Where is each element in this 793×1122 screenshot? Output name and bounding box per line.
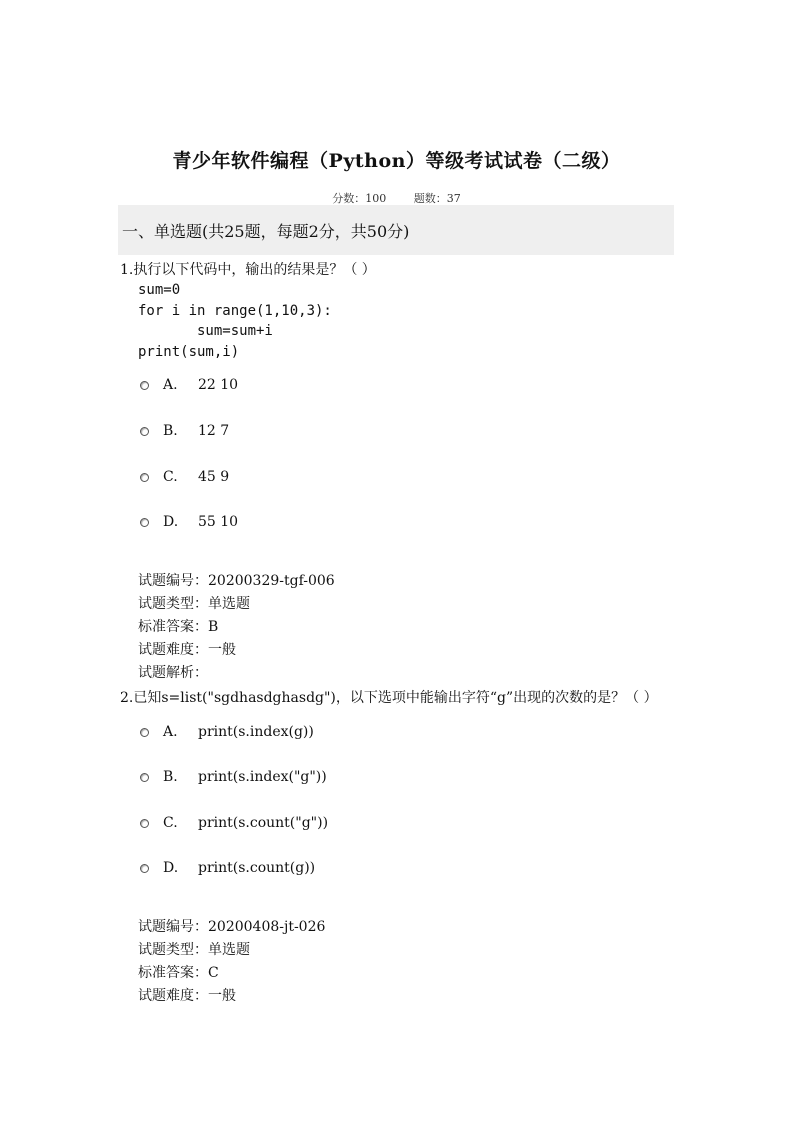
question-id: 试题编号：20200408-jt-026: [138, 919, 326, 935]
radio-button[interactable]: [140, 728, 149, 737]
option-text: 45 9: [198, 469, 230, 485]
option-text: print(s.count("g")): [198, 815, 329, 831]
standard-answer: 标准答案：B: [138, 619, 219, 635]
radio-button[interactable]: [140, 473, 149, 482]
q1-option-a[interactable]: [140, 377, 238, 393]
option-text: 55 10: [198, 514, 239, 530]
question-1-code: [138, 280, 332, 362]
radio-button[interactable]: [140, 773, 149, 782]
question-count: 题数：37: [413, 192, 461, 205]
option-letter: C.: [163, 469, 178, 485]
question-analysis: 试题解析：: [138, 665, 208, 681]
option-text: print(s.index("g")): [198, 769, 327, 785]
code-line: sum=0: [138, 282, 181, 298]
option-letter: D.: [163, 514, 179, 530]
radio-button[interactable]: [140, 819, 149, 828]
question-1-stem: 1.执行以下代码中，输出的结果是？（ ）: [120, 262, 376, 278]
radio-button[interactable]: [140, 427, 149, 436]
option-text: 22 10: [198, 377, 239, 393]
code-line: print(sum,i): [138, 343, 240, 360]
code-line: sum=sum+i: [138, 323, 273, 339]
option-letter: C.: [163, 815, 178, 831]
option-letter: A.: [163, 724, 178, 740]
option-text: 12 7: [198, 423, 230, 439]
radio-button[interactable]: [140, 381, 149, 390]
option-letter: B.: [163, 769, 178, 785]
option-letter: B.: [163, 423, 178, 439]
question-type: 试题类型：单选题: [138, 942, 250, 958]
question-id: 试题编号：20200329-tgf-006: [138, 573, 335, 589]
q1-option-b[interactable]: [140, 423, 229, 439]
question-difficulty: 试题难度：一般: [138, 642, 236, 658]
q1-option-c[interactable]: [140, 469, 229, 485]
code-line: for i in range(1,10,3):: [138, 302, 332, 319]
section-header: 一、单选题(共25题，每题2分，共50分): [118, 205, 674, 255]
question-type: 试题类型：单选题: [138, 596, 250, 612]
q2-option-d[interactable]: [140, 860, 315, 876]
question-1-meta: [138, 570, 335, 685]
score-info: [0, 190, 793, 206]
q2-option-b[interactable]: [140, 769, 327, 785]
q2-option-c[interactable]: [140, 815, 328, 831]
page-title: 青少年软件编程（Python）等级考试试卷（二级）: [172, 150, 621, 172]
option-text: print(s.count(g)): [198, 860, 316, 876]
option-letter: A.: [163, 377, 178, 393]
total-score: 分数：100: [332, 192, 387, 205]
question-2-stem: 2.已知s=list("sgdhasdghasdg")，以下选项中能输出字符“g”出现的次数的是？（ ）: [120, 690, 658, 706]
option-letter: D.: [163, 860, 179, 876]
q2-option-a[interactable]: [140, 724, 314, 740]
question-2-meta: [138, 916, 325, 1008]
radio-button[interactable]: [140, 518, 149, 527]
q1-option-d[interactable]: [140, 514, 238, 530]
radio-button[interactable]: [140, 864, 149, 873]
question-difficulty: 试题难度：一般: [138, 988, 236, 1004]
option-text: print(s.index(g)): [198, 724, 314, 740]
standard-answer: 标准答案：C: [138, 965, 219, 981]
